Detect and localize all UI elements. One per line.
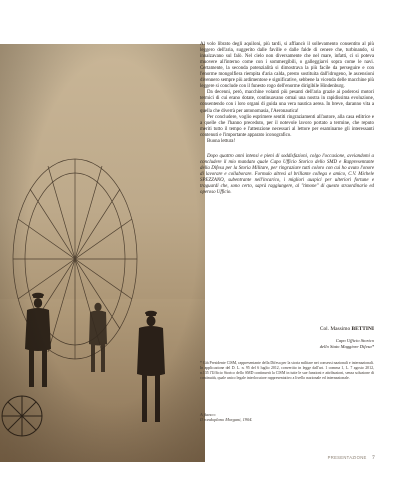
caption-text: Il rondoplano Morgani, 1904.: [200, 417, 253, 423]
caption-label: A fianco:: [200, 412, 217, 417]
main-text-column: [200, 42, 374, 196]
body-paragraph: Da decenni, però, macchine volanti più pesanti dell'aria grazie ai poderosi motori termici di cui erano dotate, continuavano ormai una nostra in rapidissima evoluzione, consentendo con i loro organi di guida una vera nautica aerea. In breve, daranno vita a quella che diverrà per antonomasia, l'Aeronautica!: [200, 90, 374, 114]
signature-block: [214, 326, 374, 332]
signature-surname: BETTINI: [351, 326, 374, 332]
body-paragraph: Al volo librato degli aquiloni, più tardi, si affiancò il sollevamento consentito al più leggero dell'aria, suggerito dalle faville e dalle falde di cenere che, turbinando, si innalzavano sul falò. Nel cielo non diversamente che nel mare, infatti, ci si poteva muovere all'interno come con i sommergibili, o galleggiarvi sopra come le navi. Certamente, la seconda potenzialità si dimostrava la più facile da perseguire e con l'enorme mongolfiera riempita d'aria calda, presto sostituita dall'idrogeno, le ascensioni divennero sempre più ardimentose e significative, sebbene la vicenda delle macchine più leggere si conclude con il funesto rogo dell'enorme dirigibile Hindenburg.: [200, 42, 374, 90]
photo-caption: [200, 412, 300, 423]
page-number: 7: [372, 455, 375, 461]
signature-role-line: dello Stato Maggiore Difesa*: [319, 343, 374, 349]
signature-role-line: Capo Ufficio Storico: [335, 338, 374, 343]
body-paragraph: Per concludere, voglio esprimere sentiti ringraziamenti all'autore, alla casa editrice e a quelle che l'hanno preceduto, per il notevole lavoro portato a termine, che reputo meriti tutto il tempo e l'attenzione necessari al lettore per esaminarne gli interessanti contenuti e l'importante apparato iconografico.: [200, 114, 374, 138]
historical-photograph: [0, 44, 205, 462]
rondoplano-photo-illustration: [0, 44, 205, 462]
footnote: * Già Presidente CISM, rappresentante della Difesa per la storia militare nei consessi nazionali e internazionali. In applicazione del D. L. n. 95 del 6 luglio 2012, convertito in legge dall'art. 1 comma 1, L. 7 agosto 2012, n.135 l'Ufficio Storico dello SMD continuerà la CISM in tutte le sue funzioni e attribuzioni, senza soluzione di continuità, quale unico legale interlocutore rappresentativo a livello nazionale ed internazionale.: [200, 361, 374, 381]
signature-role: [224, 338, 374, 349]
closing-line: Buona lettura!: [207, 138, 236, 144]
signature-rank: Col. Massimo: [319, 326, 351, 332]
italic-paragraph: Dopo quattro anni intensi e pieni di soddisfazioni, colgo l'occasione, avviandomi a concludere il mio mandato quale Capo Ufficio Storico dello SMD e Rappresentante della Difesa per la Storia Militare, per ringraziare tutti coloro con cui ho avuto l'onore di lavorare e collaborare. Formulo altresì al brillante collega e amico, C.V. Michele SPEZZANO, subentrante nell'incarico, i migliori auspici per ulteriori fortune e traguardi che, sono certo, saprà raggiungere, al "timone" di questo straordinario ed operoso Ufficio.: [200, 153, 374, 196]
page-footer: [328, 455, 375, 461]
running-head: PRESENTAZIONE: [327, 455, 367, 460]
